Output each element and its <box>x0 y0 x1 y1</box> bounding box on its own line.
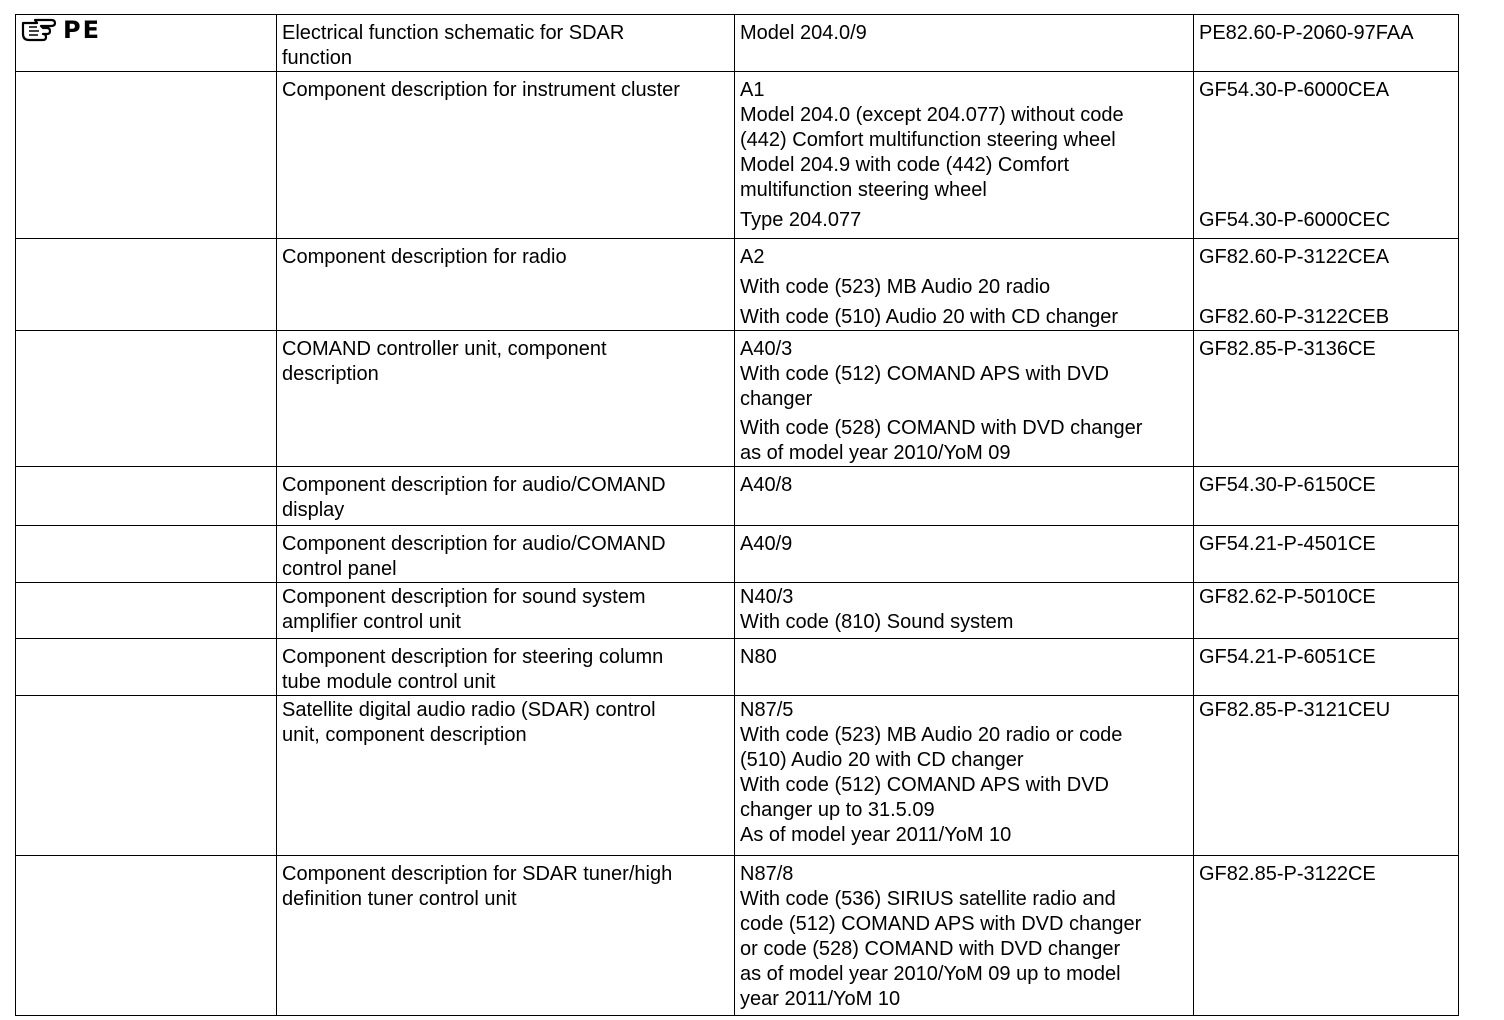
document-link[interactable]: PE82.60-P-2060-97FAA <box>1199 22 1414 44</box>
document-cell <box>1194 239 1459 331</box>
description-cell: Component description for SDAR tuner/high definition tuner control unit <box>277 856 735 1016</box>
marker-cell <box>16 639 277 696</box>
document-link[interactable]: GF54.30-P-6000CEA <box>1199 79 1390 101</box>
condition-cell: N87/8 With code (536) SIRIUS satellite radio and code (512) COMAND APS with DVD changer or code (528) COMAND with DVD changer as of model year 2010/YoM 09 up to model year 2011/YoM 10 <box>735 856 1194 1016</box>
document-link[interactable]: GF82.85-P-3136CE <box>1199 338 1376 360</box>
pe-label: PE <box>63 15 101 44</box>
description-cell: Component description for audio/COMAND control panel <box>277 526 735 583</box>
document-cell <box>1194 639 1459 696</box>
marker-cell <box>16 467 277 526</box>
table-row <box>16 583 1459 639</box>
description-cell: Component description for sound system amplifier control unit <box>277 583 735 639</box>
marker-cell <box>16 696 277 856</box>
document-link[interactable]: GF82.62-P-5010CE <box>1199 586 1376 608</box>
document-link[interactable]: GF82.85-P-3122CE <box>1199 863 1376 885</box>
table-row <box>16 467 1459 526</box>
table-row <box>16 15 1459 72</box>
condition-cell: N80 <box>735 639 1194 696</box>
table-row <box>16 72 1459 239</box>
marker-cell <box>16 526 277 583</box>
condition-cell: Model 204.0/9 <box>735 15 1194 72</box>
condition-cell: N40/3 With code (810) Sound system <box>735 583 1194 639</box>
table-row <box>16 696 1459 856</box>
condition-cell: A1 Model 204.0 (except 204.077) without code (442) Comfort multifunction steering wheel Model 204.9 with code (442) Comfort multifunction steering wheel Type 204.077 <box>735 72 1194 239</box>
document-link[interactable]: GF54.30-P-6150CE <box>1199 474 1376 496</box>
description-cell: Component description for radio <box>277 239 735 331</box>
table-row <box>16 239 1459 331</box>
pe-marker <box>21 17 101 43</box>
document-cell <box>1194 15 1459 72</box>
description-cell: Component description for audio/COMAND display <box>277 467 735 526</box>
document-cell <box>1194 72 1459 239</box>
pointing-hand-icon <box>21 17 57 43</box>
document-cell <box>1194 583 1459 639</box>
document-link[interactable]: GF82.60-P-3122CEB <box>1199 306 1390 328</box>
reference-table <box>15 14 1459 1016</box>
marker-cell <box>16 72 277 239</box>
marker-cell <box>16 856 277 1016</box>
table-row <box>16 331 1459 467</box>
document-link[interactable]: GF82.60-P-3122CEA <box>1199 246 1390 268</box>
document-cell <box>1194 331 1459 467</box>
description-cell: Satellite digital audio radio (SDAR) control unit, component description <box>277 696 735 856</box>
description-cell: COMAND controller unit, component description <box>277 331 735 467</box>
condition-cell: A40/8 <box>735 467 1194 526</box>
document-cell <box>1194 526 1459 583</box>
condition-cell: A40/3 With code (512) COMAND APS with DVD changer With code (528) COMAND with DVD changer as of model year 2010/YoM 09 <box>735 331 1194 467</box>
condition-cell: A40/9 <box>735 526 1194 583</box>
table-row <box>16 639 1459 696</box>
document-link[interactable]: GF54.21-P-4501CE <box>1199 533 1376 555</box>
description-cell: Component description for instrument cluster <box>277 72 735 239</box>
marker-cell <box>16 331 277 467</box>
table-row <box>16 856 1459 1016</box>
description-cell: Component description for steering column tube module control unit <box>277 639 735 696</box>
condition-cell: A2 With code (523) MB Audio 20 radio With code (510) Audio 20 with CD changer <box>735 239 1194 331</box>
document-link[interactable]: GF54.30-P-6000CEC <box>1199 209 1391 231</box>
marker-cell <box>16 239 277 331</box>
document-link[interactable]: GF82.85-P-3121CEU <box>1199 699 1391 721</box>
condition-cell: N87/5 With code (523) MB Audio 20 radio or code (510) Audio 20 with CD changer With code (512) COMAND APS with DVD changer up to 31.5.09 As of model year 2011/YoM 10 <box>735 696 1194 856</box>
document-link[interactable]: GF54.21-P-6051CE <box>1199 646 1376 668</box>
marker-cell <box>16 15 277 72</box>
description-cell: Electrical function schematic for SDAR function <box>277 15 735 72</box>
document-cell <box>1194 856 1459 1016</box>
document-cell <box>1194 467 1459 526</box>
document-cell <box>1194 696 1459 856</box>
marker-cell <box>16 583 277 639</box>
table-row <box>16 526 1459 583</box>
